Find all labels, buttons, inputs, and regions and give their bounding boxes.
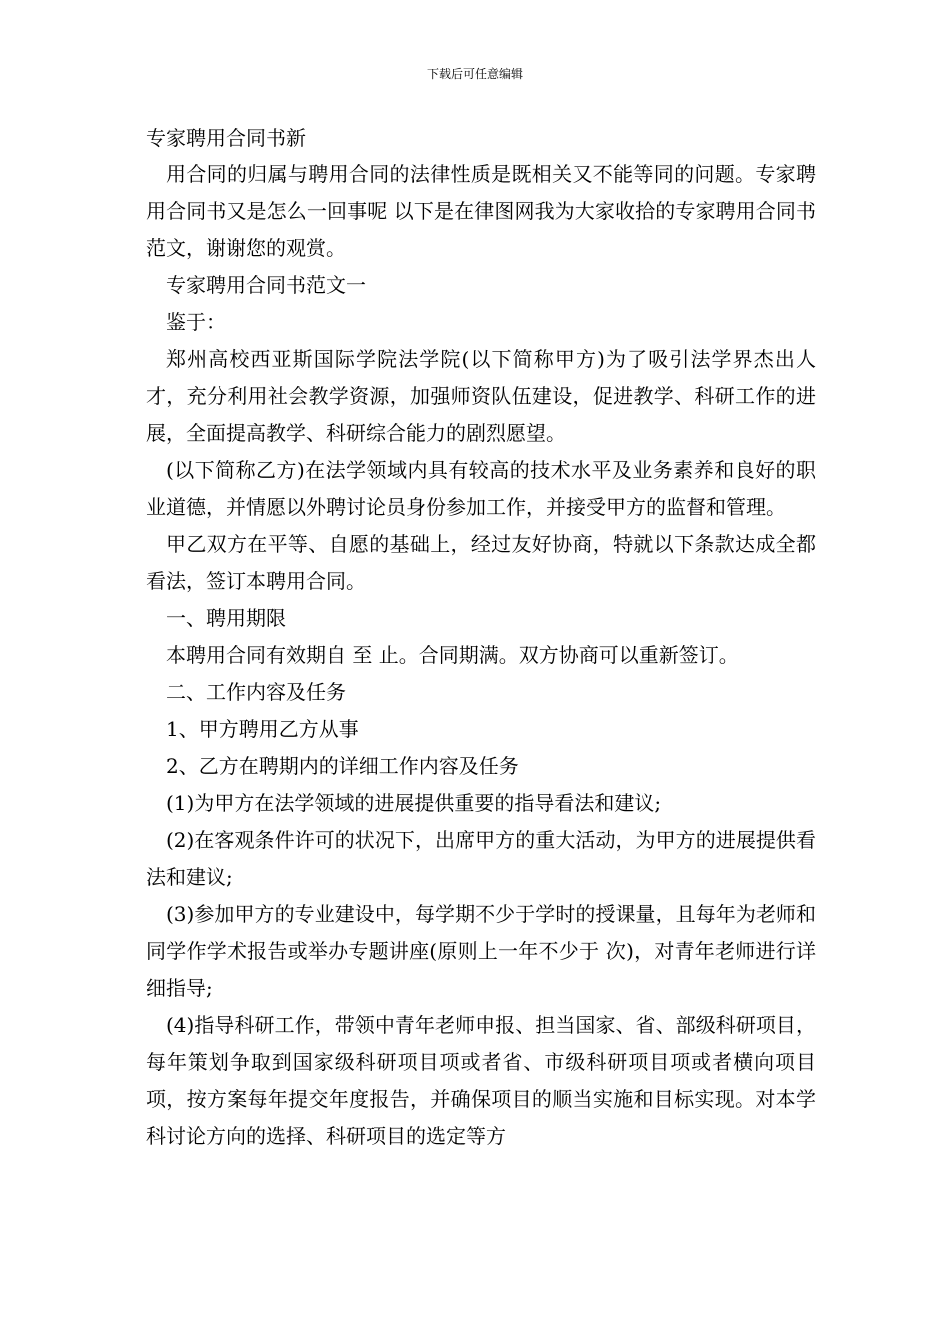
section-heading-duties: 二、工作内容及任务	[166, 680, 346, 704]
paragraph-party-a: 郑州高校西亚斯国际学院法学院(以下简称甲方)为了吸引法学界杰出人才，充分利用社会教学资源，加强师资队伍建设，促进教学、科研工作的进展，全面提高教学、科研综合能力的剧烈愿望。	[146, 347, 816, 445]
list-item-1: 1、甲方聘用乙方从事	[166, 717, 359, 741]
section-heading-term: 一、聘用期限	[166, 606, 286, 630]
paragraph-term: 本聘用合同有效期自 至 止。合同期满。双方协商可以重新签订。	[166, 643, 739, 667]
document-body	[146, 120, 816, 1155]
list-item-2: 2、乙方在聘期内的详细工作内容及任务	[166, 754, 519, 778]
page-header-note: 下载后可任意编辑	[426, 67, 523, 81]
paragraph-party-b: (以下简称乙方)在法学领域内具有较高的技术水平及业务素养和良好的职业道德，并情愿以外聘讨论员身份参加工作，并接受甲方的监督和管理。	[146, 458, 816, 519]
paragraph-agreement: 甲乙双方在平等、自愿的基础上，经过友好协商，特就以下条款达成全都看法，签订本聘用合同。	[146, 532, 816, 593]
sub-item-4: (4)指导科研工作，带领中青年老师申报、担当国家、省、部级科研项目，每年策划争取到国家级科研项目项或者省、市级科研项目项或者横向项目 项，按方案每年提交年度报告，并确保项目的顺当实施和目标实现。对本学科讨论方向的选择、科研项目的选定等方	[146, 1013, 816, 1148]
document-title: 专家聘用合同书新	[146, 126, 306, 150]
sub-item-1: (1)为甲方在法学领域的进展提供重要的指导看法和建议;	[166, 791, 662, 815]
paragraph-sample-heading: 专家聘用合同书范文一	[166, 273, 366, 297]
paragraph-intro: 用合同的归属与聘用合同的法律性质是既相关又不能等同的问题。专家聘用合同书又是怎么一回事呢 以下是在律图网我为大家收拾的专家聘用合同书范文，谢谢您的观赏。	[146, 162, 816, 260]
sub-item-3: (3)参加甲方的专业建设中，每学期不少于学时的授课量，且每年为老师和同学作学术报告或举办专题讲座(原则上一年不少于 次)，对青年老师进行详细指导;	[146, 902, 816, 1000]
sub-item-2: (2)在客观条件许可的状况下，出席甲方的重大活动，为甲方的进展提供看法和建议;	[146, 828, 816, 889]
paragraph-whereas: 鉴于：	[166, 310, 226, 334]
